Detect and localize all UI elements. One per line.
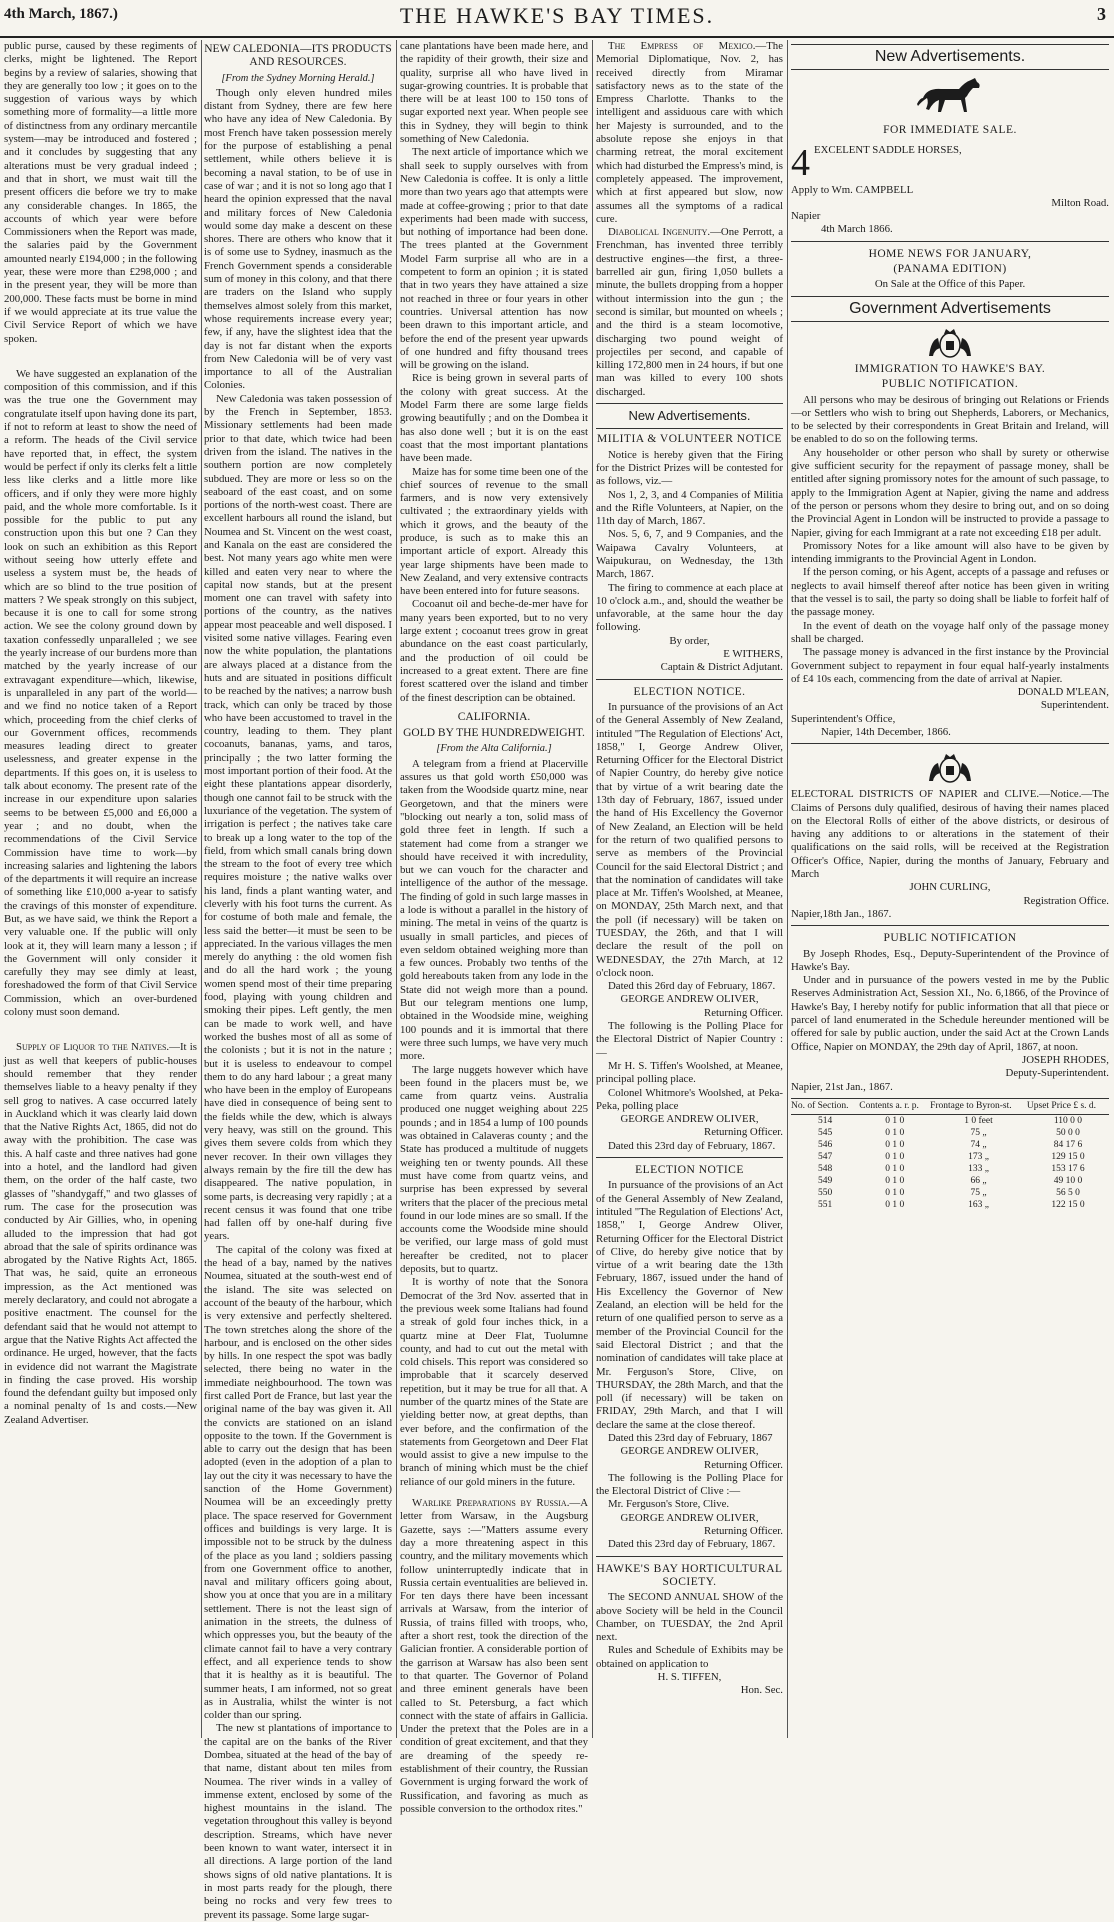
issue-date: 4th March, 1867.) (4, 6, 118, 22)
section-heading: New Advertisements. (791, 44, 1109, 70)
notice-signatory-title: Returning Officer. (704, 1458, 783, 1471)
article-paragraph: The capital of the colony was fixed at the head of a bay, named by the natives Noumea, situated at the south-west end of the island. The site was selected on account of the beauty of the harbour, which is very extensive and perfectly sheltered. The town stretches along the shore of the harbour, and is enclosed on the other sides by hills. In one respect the spot was badly selected, there being no water in the immediate neighbourhood. The town was first called Port de France, but last year the original name of the bay was given it. All the convicts are stationed on an island opposite to the town. If the Government is able to carry out the design that has been adopted (even in the adoption of a plan to lay out the city it was necessary to have the sanction of the Home Government) Noumea will be an exceedingly pretty place. The space reserved for Government offices and buildings is very large. It is impossible not to be struck by the dulness of the place as you land ; soldiers passing from one Government office to another, naval and military officers going about, show you at once that you are in a military settlement. There is not the least sign of animation in the streets, the dulness of which oppresses you, but the beauty of the climate cannot fail to have a very contrary effect, and all experience tends to show that it is healthy as it is beautiful. The summer heats, I am informed, not so great as in Australia, whilst the winter is not colder than our spring. (204, 1243, 392, 1722)
table-row (791, 1151, 1109, 1163)
page-number: 3 (1097, 4, 1106, 24)
article-heading: CALIFORNIA. (457, 710, 531, 723)
article-body: —One Perrott, a Frenchman, has invented three terribly destructive engines—the first, a three-barrelled air gun, firing 1,050 bullets a minute, the bullets dropping from a hopper without intermission into the gun ; the second is similar, but mounted on wheels ; and the third is a steam locomotive, discharging two pound weight of projectiles per second, and capable of killing 172,800 men in 24 hours, if but one man was killed to every 100 shots discharged. (596, 226, 783, 398)
column-rule (787, 40, 788, 1738)
notice-signatory-title: Hon. Sec. (740, 1684, 783, 1697)
royal-crest-icon (925, 751, 975, 785)
article-body: —It is just as well that keepers of public-houses should remember that they render themselves liable to a heavy penalty if they sell grog to natives. A case occurred lately in Auckland which it was clearly laid down that the Native Rights Act, 1865, did not do away with the prohibition. The case was this. A half caste and three natives had gone into a hotel, and the landlord had given them, on the order of the half caste, two glasses of "shandygaff," and two glasses of rum. The case for the prosecution was conducted by Air Gillies, who, in opening alluded to the impression that had got abroad that the sale of spirits ordinance was abrogated by the Native Rights Act, 1865. That was, he said, quite an erroneous impression, as the Act mentioned was merely declaratory, and could not abrogate a positive enactment. The counsel for the defendant said that he would not attempt to argue that the Native Rights Act affected the ordinance. He urged, however, that the facts in evidence did not warrant the Magistrate in finding the case proved. His worship found the defendant guilty but imposed only a nominal penalty of 1s and costs.—New Zealand Advertiser. (4, 1041, 197, 1426)
ad-heading: FOR IMMEDIATE SALE. (883, 124, 1017, 137)
table-row (791, 1127, 1109, 1139)
article-paragraph: New Caledonia was taken possession of by the French in September, 1853. Missionary settlements had been made prior to that date, which twice had been driven from the island. The natives in the southern portion are now completely subdued. They are more or less so on the seaboard of the east coast, and on some portions of the north-west coast. There are excellent harbours all round the island, but Noumea and St. Vincent on the west coast, and Kanala on the east are considered the best. Not many years ago white men were killed and eaten very near to where the capital now stands, but at the present moment one can travel with safety into portions of the country, as the natives appear most peaceable and well disposed. I visited some native villages. Fearing even now the white population, the plantations are always placed at a distance from the huts and are situated in positions difficult to be reached by the natives; a narrow bush track, which can only be traced by those who have been accustomed to travel in the country, leading to them. They plant cocoanuts, bananas, yams, and taros, principally ; the two latter forming the most important portion of their food. At the eight these plantations appear disorderly, though one cannot fail to be struck with the luxuriance of the vegetation. The system of irrigation is perfect ; the natives take care to break up a long water to the top of the field, from which small canals bring down the stream to the foot of every tree which requires moisture ; the native walks over his land, finds a plant wanting water, and cleverly with his foot turns the current. As for costume of both male and female, the less said the better—it must be seen to be appreciated. In the various villages the men merely do anything : the old women fish and do all the hard work ; the young women spend most of their time preparing food, playing with young children and smoking their pipes. Left gently, the men can be made to work well, and have worked the bushes most of all as some of the colonists ; but it is not in the nature ; but it is useless to endeavour to compel them to do any hard labour ; a great many who have been in the employ of Europeans have died in consequence of being sent to the fields while the dew, which is always very heavy, was still on the ground. This gives them severe colds from which they never recover. In their own villages they always remain by the fire till the dew has disappeared. The native population, in some parts, is decreasing very rapidly ; at a recent census it was found that one tribe had fallen off by one-half during five years. (204, 392, 392, 1243)
article-body: —The Memorial Diplomatique, Nov. 2, has received directly from Miramar satisfactory news as to the state of the Empress Charlotte. Thanks to the intelligent and assiduous care with which her Majesty is surrounded, and to the absolute repose she enjoys in that charming retreat, the moral excitement which had disturbed the Empress's mind, is completely appeased. The improvement, which at first appeared but slow, now assumes all the symptoms of a radical cure. (596, 40, 783, 225)
horticultural-notice (596, 1556, 783, 1698)
table-row (791, 1163, 1109, 1175)
notice-text: All persons who may be desirous of bringing out Relations or Friends—or Settlers who wish to bring out Shepherds, Laborers, or Mechanics, to be selected by their correspondents in Great Britain and Ireland, will be enabled to do so on the following terms. (791, 393, 1109, 446)
article-paragraph: Cocoanut oil and beche-de-mer have for many years been exported, but to no very large extent ; cocoanut trees grow in great abundance on the east coast particularly, and the production of oil could be increased to a great extent. There are fine forest scattered over the island and timber of the finest description can be obtained. (400, 598, 588, 704)
section-heading: Government Advertisements (791, 296, 1109, 322)
article-paragraph: A telegram from a friend at Placerville assures us that gold worth £50,000 was taken from the Woodside quartz mine, near Georgetown, and that the miners were "blocking out nearly a ton, solid mass of gold three feet in length. If such a statement had come from a stranger we should have received it with incredulity, but we can vouch for the character and intelligence of the author of the message. The finding of gold in such large masses in a lode is without a parallel in the history of mining. The metal in veins of the quartz is usually in small particles, and pieces of even seldom obtained weighing more than a few ounces. Probably two tenths of the gold hereabouts taken from any lode in the State did not weigh more than a pound. But our telegram mentions one lump, obtained in the Woodside mine, weighing 100 pounds and it is immortal that there were three such lumps, we have very much more. (400, 757, 588, 1063)
table-cell: 75 „ (970, 1128, 987, 1139)
notice-text: By Joseph Rhodes, Esq., Deputy-Superintendent of the Province of Hawke's Bay. (791, 947, 1109, 973)
notice-text: Rules and Schedule of Exhibits may be obtained on application to (596, 1644, 783, 1670)
table-cell: 84 17 6 (1053, 1140, 1083, 1151)
notice-office: Superintendent's Office, (791, 712, 896, 725)
column-rule (592, 40, 593, 1738)
notice-signatory-title: Captain & District Adjutant. (660, 661, 783, 674)
home-news-ad (791, 241, 1109, 292)
article-source: [From the Alta California.] (436, 743, 552, 755)
notice-text: Mr. Ferguson's Store, Clive. (608, 1498, 730, 1511)
ad-contact: Apply to Wm. CAMPBELL (791, 183, 914, 196)
notice-subheading: PUBLIC NOTIFICATION. (881, 378, 1019, 391)
notice-heading: ELECTORAL DISTRICTS OF NAPIER and CLIVE. (791, 788, 1040, 801)
notice-signatory: JOSEPH RHODES, (1022, 1053, 1109, 1066)
sections-table (791, 1098, 1109, 1211)
table-cell: 547 (818, 1152, 833, 1163)
table-cell: 49 10 0 (1053, 1176, 1083, 1187)
table-cell: 548 (818, 1164, 833, 1175)
newspaper-title: THE HAWKE'S BAY TIMES. (399, 3, 715, 28)
notice-signatory-title: Registration Office. (1023, 894, 1109, 907)
table-cell: 551 (818, 1200, 833, 1211)
table-cell: 133 „ (968, 1164, 989, 1175)
table-cell: 173 „ (968, 1152, 989, 1163)
table-cell: 153 17 6 (1051, 1164, 1085, 1175)
table-cell: 129 15 0 (1051, 1152, 1085, 1163)
table-cell: 550 (818, 1188, 833, 1199)
notice-signatory: DONALD M'LEAN, (1017, 686, 1109, 699)
table-cell: 0 1 0 (885, 1140, 905, 1151)
table-header: Upset Price £ s. d. (1027, 1098, 1109, 1114)
article-heading: Supply of Liquor to the Natives. (16, 1041, 170, 1054)
notice-text: Nos 1, 2, 3, and 4 Companies of Militia and the Rifle Volunteers, at Napier, on the 11th day of March, 1867. (596, 488, 783, 528)
column-3 (400, 40, 588, 1815)
table-cell: 0 1 0 (885, 1176, 905, 1187)
ad-subheading: (PANAMA EDITION) (893, 263, 1007, 276)
horse-icon (915, 76, 985, 116)
table-cell: 0 1 0 (885, 1116, 905, 1127)
article-paragraph: The next article of importance which we shall seek to supply ourselves with from New Caledonia is coffee. It is only a little more than two years ago that attempts were made at coffee-growing ; prior to that date experiments had been made with success, but nothing of importance had been done. The trees planted at the Government Model Farm surprise all who are in a competent to form an opinion ; it is stated that in two years they have attained a size not reached in three or four years in other countries. Universal attention has now been drawn to this important article, and before the end of the present year upwards of one hundred and fifty thousand trees will be growing on the island. (400, 146, 588, 372)
notice-date: Napier,18th Jan., 1867. (791, 907, 892, 920)
column-rule (201, 40, 202, 1738)
table-cell: 0 1 0 (885, 1188, 905, 1199)
article-paragraph: It is worthy of note that the Sonora Democrat of the 3rd Nov. asserted that in the previous week some Italians had found a streak of gold four inches thick, in a quartz mine at Deer Flat, Tuolumne county, and had to cut out the metal with cold chisels. This report was considered so improbable that it scarcely deserved repetition, but it may be true for all that. A number of the quartz mines of the State are yielding better now, at great depths, than ever before, and the confirmation of the statements from Georgetown and Deer Flat would assist to give a new impulse to the branch of mining which must be the chief reliance of our gold miners in the future. (400, 1276, 588, 1488)
election-notice-clive (596, 1157, 783, 1552)
notice-text: The following is the Polling Place for the Electoral District of Clive :— (596, 1471, 783, 1498)
article-heading: The Empress of Mexico. (608, 40, 756, 52)
notice-text: Mr H. S. Tiffen's Woolshed, at Meanee, principal polling place. (596, 1059, 783, 1086)
table-cell: 0 1 0 (885, 1200, 905, 1211)
article-heading: Diabolical Ingenuity. (608, 226, 711, 239)
table-cell: 163 „ (968, 1200, 989, 1211)
public-notification (791, 925, 1109, 1211)
column-1 (4, 40, 197, 1738)
militia-notice (596, 433, 783, 674)
table-cell: 50 0 0 (1056, 1128, 1080, 1139)
table-cell: 122 15 0 (1051, 1200, 1085, 1211)
section-heading: New Advertisements. (596, 403, 783, 429)
table-cell: 0 1 0 (885, 1128, 905, 1139)
table-cell: 545 (818, 1128, 833, 1139)
notice-text: Notice is hereby given that the Firing for the District Prizes will be contested for as follows, viz.— (596, 448, 783, 488)
table-cell: 0 1 0 (885, 1164, 905, 1175)
notice-text: If the person coming, or his Agent, accepts of a passage and refuses or neglects to avail himself thereof after notice has been given in writing that the vessel is to sail, the party so doing shall be liable to forfeit half of the passage money. (791, 566, 1109, 619)
notice-signatory-title: Returning Officer. (704, 1006, 783, 1019)
table-cell: 66 „ (970, 1176, 987, 1187)
table-cell: 1 0 feet (964, 1116, 993, 1127)
notice-heading: MILITIA & VOLUNTEER NOTICE (597, 433, 782, 446)
article-body: —A letter from Warsaw, in the Augsburg Gazette, says :—"Matters assume every day a more threatening aspect in this country, and the military movements which follow uninterruptedly indicate that in Russia certain eventualities are believed in. For ten days there have been incessant arrivals at Warsaw, from the interior of Russia, of trains filled with troops, who, after a short rest, took the direction of the Galician frontier. A considerable portion of the garrison at Warsaw has also been sent to that quarter. The Governor of Poland and three eminent generals have been called to St. Petersburg, a fact which connect with the state of affairs in Gallicia. Under the pretext that the Poles are in a condition of great excitement, and that they are dreaming of the speedy re-establishment of their country, the Russian Government is urging forward the work of Russification, and favoring as much as possible conversion to the orthodox rites." (400, 1497, 588, 1815)
editorial-paragraph: We have suggested an explanation of the composition of this commission, and if this was the true one the Government may congratulate itself upon having done its part, if not to reform at least to show the need of a reform. The heads of the Civil service have reported that, in effect, the system would be perfect if only its clerks felt a little less like clerks and a little more like officers, and if only they were more highly paid, and the whole more comfortable. Is it possible for the public to put any construction upon this but one ? Can they look on such an exhibition as this Report without seeing how utterly effete and useless a system must be, the heads of which are so blind to the true position of matters ? We speak strongly on this subject, because it is one to call for some strong action. We see the colony ground down by taxation confessedly unparalleled ; we see the yearly increase of our burdens more than matched by the yearly increase of our extravagant expenditure—which, likewise, is unparalleled in any part of the world—and we find no notice taken of a Report which, proceeding from the chief clerks of our Government offices, recommends measures leading direct to greater uselessness, and greater expense in the departments. If this goes on, it is useless to talk about economy. The present rate of the increase in our expenditure upon salaries seems to be between £5,000 and £6,000 a year ; and no doubt, when the recommendations of the Civil Service Commission have time to work—by increasing salaries and lightening the labors of the departments it will require an increase of something like £10,000 a-year to satisfy the cravings of this monster of expenditure. But, as we have said, we think the Report a very valuable one. If the public will only look at it, they will learn many a lesson ; if the Government will only consider it carefully they may see dimly at least, foreshadowed the form of that Civil Service Commission, which an over-burdened colony must soon demand. (4, 367, 197, 1019)
article-paragraph: Though only eleven hundred miles distant from Sydney, there are few here who have any idea of New Caledonia. By most French have taken possession merely for the purpose of establishing a penal settlement, while others believe it is becoming a naval station, to be of use in case of war ; and it is not so long ago that I heard the opinion expressed that the naval and military forces of New Caledonia would some day make a descent on these shores. There are others who know that it is of some use to Sydney, inasmuch as the French Government spends a considerable sum of money in this colony, and that there are traders on the Island who supply themselves almost solely from this market, whose requirements increase every year; few, if any, have the slightest idea that the day is not far distant when the exports from New Caledonia will be of very vast importance to all of the Australian Colonies. (204, 86, 392, 392)
notice-heading: ELECTION NOTICE (635, 1164, 744, 1177)
notice-text: —Notice.—The Claims of Persons duly qualified, desirous of having their names placed on the Electoral Rolls of either of the above districts, or desirous of having any additions to or alterations in the statement of their qualifications on the said rolls, will be received at the Registration Officer's Office, Napier, during the months of January, February and March (791, 788, 1109, 881)
table-cell: 514 (818, 1116, 833, 1127)
table-header: Contents a. r. p. (859, 1098, 930, 1114)
royal-crest-icon (925, 326, 975, 360)
table-cell: 74 „ (970, 1140, 987, 1151)
notice-signatory: H. S. TIFFEN, (657, 1671, 722, 1684)
table-cell: 75 „ (970, 1188, 987, 1199)
ad-text: On Sale at the Office of this Paper. (874, 278, 1026, 291)
table-header: Frontage to Byron-st. (930, 1098, 1027, 1114)
ad-item: EXCELENT SADDLE HORSES, (814, 143, 962, 156)
ad-heading: HOME NEWS FOR JANUARY, (868, 247, 1032, 260)
masthead (0, 0, 1114, 38)
notice-date: Dated this 23rd day of February, 1867. (608, 1538, 776, 1551)
table-header: No. of Section. (791, 1098, 859, 1114)
article-paragraph: cane plantations have been made here, and the rapidity of their growth, their size and quality, surprise all who have lived in sugar-growing countries. It is probable that there will be at least 100 to 150 tons of sugar exported next year. When people see this in Sydney, they will begin to think something of New Caledonia. (400, 40, 588, 146)
notice-text: Promissory Notes for a like amount will also have to be given by intending immigrants to the Provincial Agent in London. (791, 539, 1109, 566)
notice-text: In pursuance of the provisions of an Act of the General Assembly of New Zealand, intituled "The Regulation of Elections' Act, 1858," I, George Andrew Oliver, Returning Officer for the Electoral District of Clive, do hereby give notice that by virtue of a writ bearing date the 13th February, 1867, issued under the hand of His Excellency the Governor of New Zealand, an election will be held for the return of one qualified person to serve as a member of the Provincial Council for the said Electoral District ; and that the nomination of candidates will take place at Mr. Ferguson's Store, Clive, on THURSDAY, the 28th March, and that the poll (if necessary) will be taken on FRIDAY, 29th March, and that I will declare the same at the close thereof. (596, 1179, 783, 1431)
notice-heading: HAWKE'S BAY HORTICULTURAL SOCIETY. (596, 1562, 783, 1588)
notice-text: The SECOND ANNUAL SHOW of the above Society will be held in the Council Chamber, on TUESDAY, the 2nd April next. (596, 1591, 783, 1644)
notice-signatory: JOHN CURLING, (909, 881, 991, 894)
electoral-districts-notice (791, 743, 1109, 921)
column-5 (791, 40, 1109, 1738)
notice-text: In pursuance of the provisions of an Act of the General Assembly of New Zealand, intituled "The Regulation of Elections' Act, 1858," I, George Andrew Oliver, Returning Officer for the Electoral District of Napier Country, do hereby give notice that by virtue of a writ bearing date the 13th day of February, 1867, issued under the hand of His Excellency the Governor of New Zealand, an Election will be held for the return of two qualified persons to serve as members of the Provincial Council for the said Electoral District ; and that the nomination of candidates will take place at Mr. Tiffen's Woolshed, at Meanee, on MONDAY, 25th March next, and that the poll (if necessary) will be taken on TUESDAY, the 26th, and that I will declare the result of the poll on WEDNESDAY, the 27th March, at 12 o'clock noon. (596, 700, 783, 979)
notice-signatory: GEORGE ANDREW OLIVER, (620, 993, 759, 1006)
notice-text: Colonel Whitmore's Woolshed, at Peka-Peka, polling place (596, 1086, 783, 1112)
table-row (791, 1199, 1109, 1211)
editorial-paragraph: public purse, caused by these regiments of clerks, might be lightened. The Report begins by a review of salaries, showing that they are generally too low ; it goes on to the suggestion of various ways by which something more of formality—a little more of distinctness from any ordinary mercantile system—may be introduced and fostered ; and it concludes by suggesting that any alterations must be very gradual indeed ; and that in short, we must wait till the present officers die before we try to make any considerable changes. In 1865, the accounts of which year were before Commissioners when the Report was made, the salaries paid by the Government amounted nearly £194,000 ; in the following year, these were more than £298,000 ; and in the present year, they will be more than 200,000. These facts must be borne in mind if we would appreciate at its true value the Civil Service Report of which we have spoken. (4, 40, 197, 345)
table-row (791, 1139, 1109, 1151)
notice-text: The following is the Polling Place for the Electoral District of Napier Country :— (596, 1020, 783, 1059)
notice-text: Under and in pursuance of the powers vested in me by the Public Reserves Administration Act, Session XI., No. 6,1866, of the Province of Hawke's Bay, I hereby notify for public information that all that piece or parcel of land enumerated in the Schedule hereunder mentioned will be offered for sale by public auction, under the said Act at the Crown Lands Office, Napier on MONDAY, the 29th day of April, 1867, at noon. (791, 974, 1109, 1053)
notice-signatory-title: Deputy-Superintendent. (1005, 1067, 1109, 1080)
table-row (791, 1115, 1109, 1128)
table-row (791, 1187, 1109, 1199)
article-heading: Warlike Preparations by Russia. (412, 1497, 570, 1510)
immigration-notice (791, 326, 1109, 739)
article-source: [From the Sydney Morning Herald.] (221, 72, 375, 84)
notice-signatory-title: Returning Officer. (704, 1525, 783, 1538)
horse-sale-ad: FOR IMMEDIATE SALE. 4 EXCELENT SADDLE HORSES, Apply to Wm. CAMPBELL Milton Road. Napier 4th March 1866. (791, 76, 1109, 236)
table-cell: 546 (818, 1140, 833, 1151)
notice-signatory: GEORGE ANDREW OLIVER, (620, 1445, 759, 1458)
article-paragraph: Maize has for some time been one of the chief sources of revenue to the small farmers, and is now very extensively cultivated ; the extraordinary yields with which it grows, and the beauty of the produce, is such as to make this an important article of export. Already this year large shipments have been made to New Zealand, and very extensive contracts have been entered into for future seasons. (400, 465, 588, 598)
notice-heading: PUBLIC NOTIFICATION (883, 932, 1017, 945)
table-cell: 549 (818, 1176, 833, 1187)
notice-heading: ELECTION NOTICE. (633, 685, 746, 698)
notice-date: Napier, 14th December, 1866. (821, 725, 951, 738)
article-paragraph: The new st plantations of importance to the capital are on the banks of the River Dombea, situated at the head of the bay of that name, distant about ten miles from Noumea. The river winds in a valley of immense extent, enclosed by some of the highest mountains in the island. The vegetation throughout this valley is beyond description. Streams, which have never been known to want water, intersect it in all directions. A large portion of the land shows signs of old native plantations. It is in most parts ready for the plough, there being no rocks and very few trees to prevent its passage. Some large sugar- (204, 1722, 392, 1921)
notice-date: Dated this 23rd day of February, 1867. (608, 1139, 776, 1152)
notice-heading: IMMIGRATION TO HAWKE'S BAY. (854, 362, 1046, 375)
table-cell: 110 0 0 (1053, 1116, 1083, 1127)
notice-text: Nos. 5, 6, 7, and 9 Companies, and the Waipawa Cavalry Volunteers, at Waipukurau, on Wednesday, the 13th March, 1867. (596, 528, 783, 581)
ad-date: 4th March 1866. (821, 223, 893, 236)
column-2 (204, 40, 392, 1921)
table-row (791, 1175, 1109, 1187)
notice-text: In the event of death on the voyage half only of the passage money shall be charged. (791, 619, 1109, 645)
notice-signatory: GEORGE ANDREW OLIVER, (620, 1511, 759, 1524)
ad-place: Napier (791, 210, 821, 223)
article-paragraph: Rice is being grown in several parts of the colony with great success. At the Model Farm there are some large fields growing beautifully ; and on the Dombea it has also done well ; but it is on the east coast that the most important plantations have been made. (400, 372, 588, 465)
notice-text: The passage money is advanced in the first instance by the Provincial Government subject to repayment in four equal half-yearly instalments of £4 10s each, commencing from the date of arrival at Napier. (791, 646, 1109, 685)
notice-date: Dated this 26rd day of February, 1867. (608, 980, 776, 993)
ad-address: Milton Road. (1051, 196, 1109, 209)
notice-signatory: E WITHERS, (723, 648, 783, 661)
notice-date: Dated this 23rd day of February, 1867 (608, 1431, 773, 1444)
column-4 (596, 40, 783, 1738)
notice-signatory-title: Superintendent. (1040, 699, 1109, 712)
notice-sign-line: By order, (669, 634, 710, 647)
notice-text: The firing to commence at each place at 10 o'clock a.m., and, should the weather be unfavorable, at the same hour the day following. (596, 581, 783, 634)
table-cell: 56 5 0 (1056, 1188, 1080, 1199)
column-rule (396, 40, 397, 1738)
notice-text: Any householder or other person who shall by surety or otherwise give sufficient security for the repayment of passage money, shall be entitled after signing promissory notes for the amount of such passage, to apply to the Immigration Agent at Napier, giving the name and address of the person or persons whom they desire to bring out, and on so doing the Provincial Agent in London will be instructed to provide a passage to Napier, giving for each Immigrant at a rate not exceeding £18 per adult. (791, 446, 1109, 539)
article-paragraph: The large nuggets however which have been found in the placers must be, we came from quartz veins. Australia produced one nugget weighing about 225 pounds ; and in 1854 a lump of 100 pounds was obtained in Calaveras county ; and the State has produced a multitude of nuggets weighing ten or twenty pounds. All these must have come from quartz veins, and surprise has been expressed by several writers that the placer of the precious metal found in our lode mines are so small. If the accounts come the Woodside mine should be verified, our large mass of gold must hereafter be credited, not to placer deposits, but to quartz. (400, 1063, 588, 1276)
notice-signatory: GEORGE ANDREW OLIVER, (620, 1113, 759, 1126)
notice-signatory-title: Returning Officer. (704, 1126, 783, 1139)
table-cell: 0 1 0 (885, 1152, 905, 1163)
notice-date: Napier, 21st Jan., 1867. (791, 1080, 893, 1093)
article-heading: NEW CALEDONIA—ITS PRODUCTS AND RESOURCES. (204, 43, 392, 69)
election-notice-napier (596, 679, 783, 1153)
article-subheading: GOLD BY THE HUNDREDWEIGHT. (403, 727, 585, 740)
